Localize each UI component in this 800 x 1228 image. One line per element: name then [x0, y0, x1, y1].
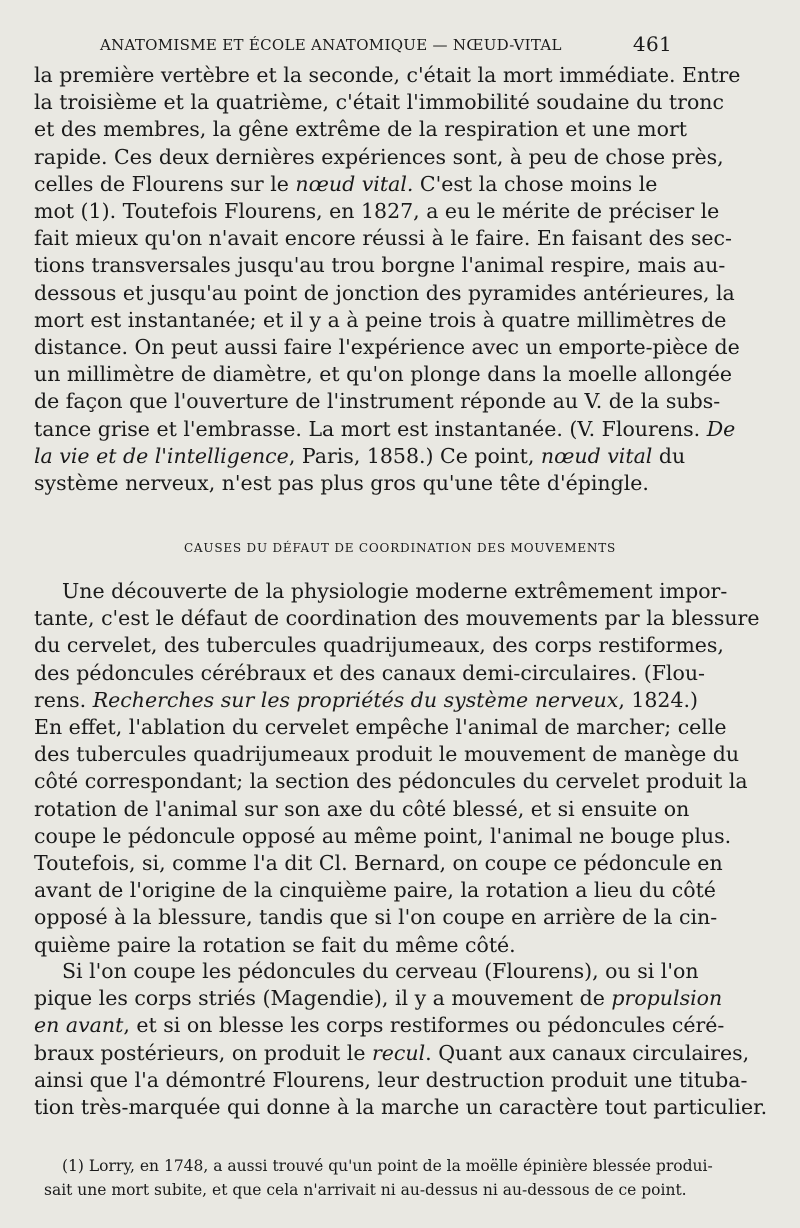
paragraph-3	[34, 958, 768, 1121]
text-line: système nerveux, n'est pas plus gros qu'une tête d'épingle.	[34, 471, 649, 496]
footnote	[44, 1154, 713, 1202]
text-line: en avant, et si on blesse les corps restiformes ou pédoncules céré-	[34, 1013, 725, 1038]
italic-text: recul	[372, 1040, 426, 1065]
text-line: distance. On peut aussi faire l'expérience avec un emporte-pièce de	[34, 335, 740, 360]
text-line: ainsi que l'a démontré Flourens, leur destruction produit une tituba-	[34, 1067, 748, 1092]
section-heading: CAUSES DU DÉFAUT DE COORDINATION DES MOUVEMENTS	[183, 541, 617, 555]
italic-text: en avant	[34, 1013, 124, 1038]
text-line: sait une mort subite, et que cela n'arrivait ni au-dessus ni au-dessous de ce point.	[44, 1181, 687, 1199]
text-line: opposé à la blessure, tandis que si l'on coupe en arrière de la cin-	[34, 905, 718, 930]
text-line: En effet, l'ablation du cervelet empêche l'animal de marcher; celle	[34, 715, 727, 740]
text-line: la première vertèbre et la seconde, c'était la mort immédiate. Entre	[34, 63, 741, 87]
text-line: avant de l'origine de la cinquième paire, la rotation a lieu du côté	[34, 878, 716, 903]
text-line: tance grise et l'embrasse. La mort est instantanée. (V. Flourens. De	[34, 416, 736, 441]
italic-text: nœud vital.	[295, 171, 414, 196]
text-line: Toutefois, si, comme l'a dit Cl. Bernard, on coupe ce pédoncule en	[34, 851, 723, 876]
text-line: pique les corps striés (Magendie), il y a mouvement de propulsion	[34, 986, 723, 1011]
text-line: la troisième et la quatrième, c'était l'immobilité soudaine du tronc	[34, 90, 724, 115]
text-line: dessous et jusqu'au point de jonction des pyramides antérieures, la	[34, 280, 735, 305]
text-line: rapide. Ces deux dernières expériences sont, à peu de chose près,	[34, 144, 724, 169]
paragraph-2	[34, 578, 760, 959]
text-line: tante, c'est le défaut de coordination des mouvements par la blessure	[34, 606, 760, 631]
text-line: tion très-marquée qui donne à la marche un caractère tout particulier.	[34, 1095, 768, 1120]
text-line: des pédoncules cérébraux et des canaux demi-circulaires. (Flou-	[34, 660, 705, 685]
text-line: coupe le pédoncule opposé au même point, l'animal ne bouge plus.	[34, 823, 732, 848]
italic-text: la vie et de l'intelligence	[34, 443, 289, 468]
page-number: 461	[632, 32, 672, 56]
text-line: un millimètre de diamètre, et qu'on plonge dans la moelle allongée	[34, 362, 733, 387]
text-line: du cervelet, des tubercules quadrijumeaux, des corps restiformes,	[34, 633, 724, 658]
text-line: côté correspondant; la section des pédoncules du cervelet produit la	[34, 769, 748, 794]
running-title: ANATOMISME ET ÉCOLE ANATOMIQUE — NŒUD-VITAL	[100, 36, 562, 54]
text-line: mot (1). Toutefois Flourens, en 1827, a eu le mérite de préciser le	[34, 199, 720, 224]
text-line: tions transversales jusqu'au trou borgne l'animal respire, mais au-	[34, 253, 726, 278]
italic-text: propulsion	[611, 986, 723, 1011]
text-line: la vie et de l'intelligence, Paris, 1858.) Ce point, nœud vital du	[34, 443, 686, 468]
paragraph-1	[34, 62, 741, 497]
italic-text: De	[706, 416, 736, 441]
text-line: Si l'on coupe les pédoncules du cerveau (Flourens), ou si l'on	[62, 959, 699, 983]
text-line: fait mieux qu'on n'avait encore réussi à le faire. En faisant des sec-	[34, 226, 732, 251]
text-line: braux postérieurs, on produit le recul. Quant aux canaux circulaires,	[34, 1040, 750, 1065]
text-line: rotation de l'animal sur son axe du côté blessé, et si ensuite on	[34, 796, 690, 821]
page-header	[60, 32, 680, 60]
text-line: (1) Lorry, en 1748, a aussi trouvé qu'un point de la moëlle épinière blessée produi-	[62, 1157, 713, 1175]
text-line: et des membres, la gêne extrême de la respiration et une mort	[34, 117, 687, 142]
text-line: rens. Recherches sur les propriétés du système nerveux, 1824.)	[34, 687, 699, 712]
text-line: de façon que l'ouverture de l'instrument réponde au V. de la subs-	[34, 389, 721, 414]
text-line: des tubercules quadrijumeaux produit le mouvement de manège du	[34, 742, 740, 767]
text-line: celles de Flourens sur le nœud vital. C'est la chose moins le	[34, 171, 658, 196]
italic-text: nœud vital	[540, 443, 653, 468]
text-line: Une découverte de la physiologie moderne extrêmement impor-	[62, 579, 728, 603]
italic-text: Recherches sur les propriétés du système nerveux	[92, 687, 619, 712]
text-line: quième paire la rotation se fait du même côté.	[34, 932, 516, 957]
text-line: mort est instantanée; et il y a à peine trois à quatre millimètres de	[34, 307, 727, 332]
